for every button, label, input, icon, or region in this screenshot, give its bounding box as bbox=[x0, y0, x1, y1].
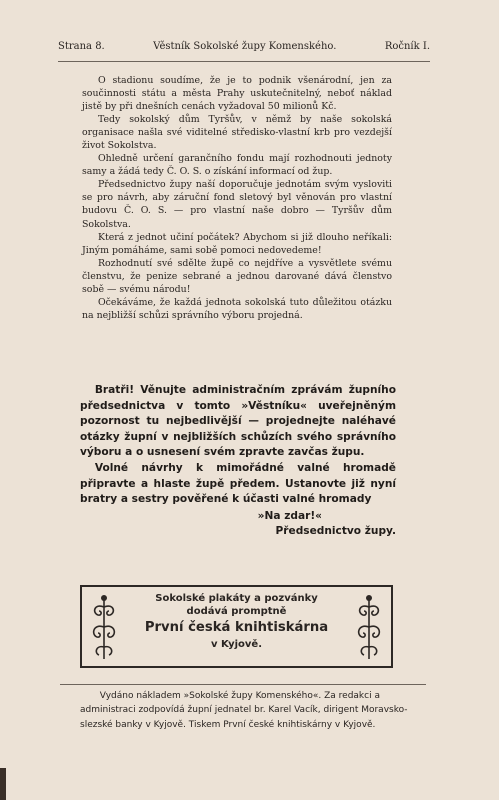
paragraph-tyrs-house: Tedy sokolský dům Tyršův, v němž by naše sokolská organisace našla své viditelné středisko-vlastní krb pro vezdejší život Sokolstva. bbox=[82, 114, 392, 152]
page-number: Strana 8. bbox=[58, 41, 105, 52]
floral-ornament-icon bbox=[88, 593, 120, 661]
ad-line-posters: Sokolské plakáty a pozvánky bbox=[155, 593, 318, 604]
page-edge-mark bbox=[0, 768, 6, 800]
paragraph-question: Která z jednot učiní počátek? Abychom si již dlouho neříkali: Jiným pomáháme, sami sobě pomoci nedovedeme! bbox=[82, 231, 392, 256]
appeal-paragraph-2: Volné návrhy k mimořádné valné hromadě připravte a hlaste župě předem. Ustanovte již nyní bratry a sestry pověřené k účasti valné hromady bbox=[80, 461, 396, 506]
floral-ornament-icon bbox=[353, 593, 385, 661]
journal-title: Věstník Sokolské župy Komenského. bbox=[153, 41, 337, 52]
advertisement-text bbox=[126, 592, 347, 652]
ad-line-printer-name: První česká knihtiskárna bbox=[144, 620, 329, 635]
header-divider bbox=[58, 61, 430, 62]
imprint-text: Vydáno nákladem »Sokolské župy Komenského«. Za redakci a administraci zodpovídá župní jednatel br. Karel Vacík, dirigent Moravsko-slezské banky v Kyjově. Tiskem První české knihtiskárny v Kyjově. bbox=[80, 691, 408, 730]
page-header bbox=[58, 41, 430, 52]
ad-line-prompt: dodává promptně bbox=[186, 606, 287, 617]
print-shop-advertisement bbox=[80, 585, 393, 668]
appeal-greeting: »Na zdar!« bbox=[257, 509, 322, 522]
paragraph-stadium: O stadionu soudíme, že je to podnik všenárodní, jen za součinnosti státu a města Prahy uskutečnitelný, neboť náklad jistě by při dnešních cenách vyžadoval 50 milionů Kč. bbox=[82, 75, 392, 113]
footer-divider bbox=[60, 684, 426, 685]
paragraph-recommendation: Předsednictvo župy naší doporučuje jednotám svým vysloviti se pro návrh, aby záruční fond sletový byl věnován pro vlastní budovu Č. O. S. — pro vlastní naše dobro — Tyršův dům Sokolstva. bbox=[82, 179, 392, 230]
appeal-signature: Předsednictvo župy. bbox=[275, 525, 396, 538]
article-body bbox=[82, 74, 392, 322]
paragraph-guarantee-fund: Ohledně určení garančního fondu mají rozhodnouti jednoty samy a žádá tedy Č. O. S. o získání informací od žup. bbox=[82, 153, 392, 178]
appeal-section bbox=[80, 383, 396, 540]
paragraph-expectation: Očekáváme, že každá jednota sokolská tuto důležitou otázku na nejbližší schůzi správního výboru projedná. bbox=[82, 296, 392, 321]
imprint-section bbox=[80, 689, 420, 732]
paragraph-decision: Rozhodnutí své sdělte župě co nejdříve a vysvětlete svému členstvu, že penize sebrané a jednou darované dává členstvo sobě — svému národu! bbox=[82, 257, 392, 295]
volume-label: Ročník I. bbox=[384, 41, 430, 52]
appeal-paragraph-1: Bratři! Věnujte administračním zprávám župního předsednictva v tomto »Věstníku« uveřejněným pozornost tu nejbedlivější — projednejte naléhavé otázky župní v nejbližších schůzích svého správního výboru a o usnesení svém zpravte zavčas župu. bbox=[80, 384, 396, 459]
ad-line-location: v Kyjově. bbox=[210, 639, 263, 650]
